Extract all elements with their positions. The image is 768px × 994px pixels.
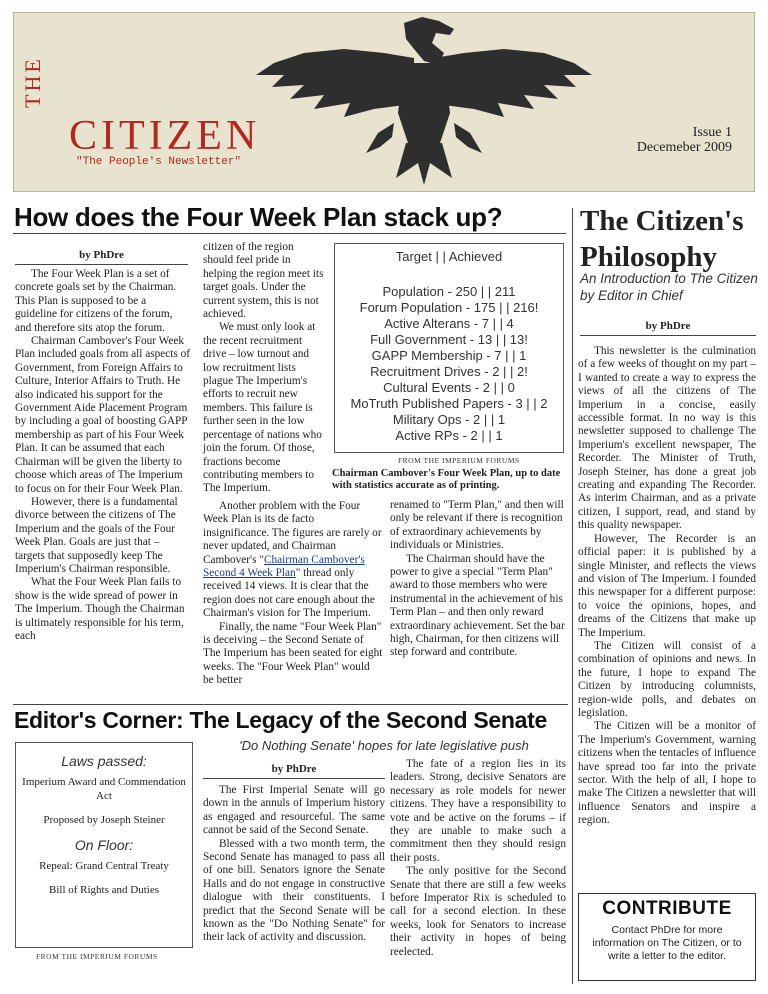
paragraph: The Citizen will be a monitor of The Imperium's Government, warning citizens when the tentacles of influence have spread too far into the private sector. With the help of all, I hope to make The Citizen a newsletter that will influence Senators and inspire a region. (578, 720, 756, 827)
issue-info (637, 125, 732, 155)
thread-link[interactable]: Chairman Cambover's Second 4 Week Plan (203, 553, 365, 580)
imperial-eagle-emblem (254, 13, 594, 191)
masthead-title: CITIZEN (69, 113, 261, 159)
paragraph: The fate of a region lies in its leaders. Strong, decisive Senators are necessary as role models for newer citizens. They have a responsibility to vote and be active on the forums – if they are unable to make such a commitment then they should resign their posts. (390, 758, 566, 864)
issue-date: Decemeber 2009 (636, 140, 732, 155)
editor-article-col2 (203, 784, 385, 945)
main-byline: by PhDre (15, 249, 188, 265)
philosophy-article (578, 345, 756, 828)
paragraph: Blessed with a two month term, the Second Senate has managed to pass all of one bill. Senators ignore the Senate Halls and do not engage in constructive dialogue with their constituents. I predict that the Second Senate will be known as the "Do Nothing Senate" for their lack of activity and discussion. (203, 837, 385, 944)
masthead-the: THE (20, 56, 45, 108)
divider (13, 704, 568, 705)
target-row: Cultural Events - 2 | | 0 (383, 380, 515, 395)
paragraph: However, there is a fundamental divorce between the citizens of The Imperium and the goals of the Four Week Plan. Goals are just that – targets that supposedly keep The Imperium's Chairman responsible. (15, 495, 178, 575)
laws-source: FROM THE IMPERIUM FORUMS (36, 952, 158, 961)
paragraph: Chairman Cambover's Four Week Plan included goals from all aspects of Government, from Foreign Affairs to Culture, Interior Affairs to Truth. He also indicated his support for the Government Aide Placement Program by including a goal of boosting GAPP membership as part of his Four Week Plan. It can be assumed that each Chairman will be given the liberty to choose which areas of The Imperium to focus on for their Four Week Plan. (15, 335, 191, 495)
paragraph-text: Another problem with the Four Week Plan is its de facto insignificance. The figures are rarely or never updated, and Chairman Cambover's " (203, 500, 382, 566)
paragraph: The Citizen will consist of a combination of opinions and news. In the future, I hope to expand The Citizen by introducing columnists, region-wide polls, and debates on legislation. (578, 639, 756, 719)
paragraph: We must only look at the recent recruitment drive – low turnout and low recruitment lists plague The Imperium's efforts to recruit new members. This failure is further seen in the low percentage of nations who join the forum. Of those, fractions become contributing members to The Imperium. (203, 321, 322, 495)
law-proposer: Proposed by Joseph Steiner (43, 814, 165, 826)
targets-caption: Chairman Cambover's Four Week Plan, up to date with statistics accurate as of printing. (332, 468, 561, 491)
contribute-text: Contact PhDre for more information on The Citizen, or to write a letter to the editor. (592, 924, 742, 962)
target-row: Active Alterans - 7 | | 4 (384, 316, 514, 331)
target-row: Active RPs - 2 | | 1 (395, 428, 503, 443)
column-divider (572, 208, 573, 984)
paragraph: The Four Week Plan is a set of concrete goals set by the Chairman. This Plan is supposed to be a guideline for citizens of the forum, and therefore sits atop the forum. (15, 268, 177, 334)
philosophy-subheadline: An Introduction to The Citizen by Editor in Chief (580, 271, 758, 303)
main-article-col2-bottom (203, 500, 383, 688)
masthead-tagline: "The People's Newsletter" (76, 156, 242, 168)
philosophy-headline: The Citizen's Philosophy (580, 205, 744, 273)
main-headline: How does the Four Week Plan stack up? (14, 202, 503, 232)
paragraph (203, 500, 383, 621)
masthead (13, 12, 755, 192)
philosophy-byline: by PhDre (580, 320, 756, 336)
law-item: Repeal: Grand Central Treaty (39, 860, 169, 872)
target-row: Full Government - 13 | | 13! (370, 332, 528, 347)
paragraph: This newsletter is the culmination of a few weeks of thought on my part – I wanted to create a way to express the views of all the citizens of The Imperium in a concise, easily accessible format. In no way is this newsletter supposed to challenge The Imperium's excellent newspaper, The Recorder. The Minister of Truth, Joseph Steiner, has done a great job creating and expanding The Recorder. As interim Chairman, and as a private citizen, I support, read, and stand by this quality newspaper. (578, 345, 756, 532)
laws-passed-heading: Laws passed: (61, 753, 147, 769)
targets-box (334, 243, 564, 453)
editor-subheadline: 'Do Nothing Senate' hopes for late legislative push (239, 738, 529, 753)
laws-floor-heading: On Floor: (74, 837, 134, 853)
target-row: Military Ops - 2 | | 1 (392, 412, 506, 427)
paragraph: The Chairman should have the power to give a special "Term Plan" award to those members who were instrumental in the achievement of his Term Plan – and then only reward extraordinary achievement. Set the bar high, Chairman, for then citizens will step forward and contribute. (390, 552, 565, 659)
main-article-col2-top (203, 241, 325, 496)
law-item: Imperium Award and Commendation Act (22, 776, 186, 802)
target-row: Population - 250 | | 211 (382, 284, 516, 299)
main-article-col1 (15, 268, 191, 643)
contribute-heading: CONTRIBUTE (602, 898, 732, 919)
target-row: Recruitment Drives - 2 | | 2! (370, 364, 528, 379)
paragraph: The First Imperial Senate will go down in the annuls of Imperium history as engaged and resourceful. The same cannot be said of the Second Senate. (203, 784, 385, 837)
target-row: Forum Population - 175 | | 216! (359, 300, 539, 315)
law-item: Bill of Rights and Duties (49, 884, 159, 896)
targets-source: FROM THE IMPERIUM FORUMS (398, 456, 520, 465)
targets-header: Target | | Achieved (395, 249, 503, 264)
divider (13, 233, 566, 234)
editor-byline: by PhDre (203, 763, 385, 779)
paragraph-text: " thread only received 14 views. It is clear that the region does not care enough about the Chairman's vision for The Imperium. (203, 567, 375, 620)
main-article-col3 (390, 499, 568, 660)
target-row: GAPP Membership - 7 | | 1 (371, 348, 527, 363)
paragraph: renamed to "Term Plan," and then will only be relevant if there is recognition of extraordinary achievements by individuals or Ministries. (390, 499, 564, 552)
target-row: MoTruth Published Papers - 3 | | 2 (350, 396, 548, 411)
editor-article-col3 (390, 758, 566, 959)
paragraph: Finally, the name "Four Week Plan" is deceiving – the Second Senate of The Imperium has been seated for eight weeks. The "Four Week Plan" would be better (203, 620, 383, 687)
contribute-box (578, 893, 756, 981)
paragraph: citizen of the region should feel pride in helping the region meet its target goals. Under the current system, this is not achieved. (203, 241, 324, 321)
paragraph: What the Four Week Plan fails to show is the wide spread of power in The Imperium. Though the Chairman is ultimately responsible for his term, each (15, 576, 185, 642)
laws-box (15, 742, 193, 948)
issue-number: Issue 1 (692, 125, 732, 140)
editor-headline: Editor's Corner: The Legacy of the Second Senate (14, 707, 547, 733)
paragraph: However, The Recorder is an official paper: it is published by a single Minister, and reflects the views and vision of The Imperium. I founded this newspaper for a different purpose: to voice the opinions, hopes, and dreams of the Citizens that make up The Imperium. (578, 532, 756, 639)
paragraph: The only positive for the Second Senate that there are still a few weeks before Imperator Rix is scheduled to call for a second election. In these weeks, look for Senators to increase their activity in hopes of being reelected. (390, 865, 566, 958)
